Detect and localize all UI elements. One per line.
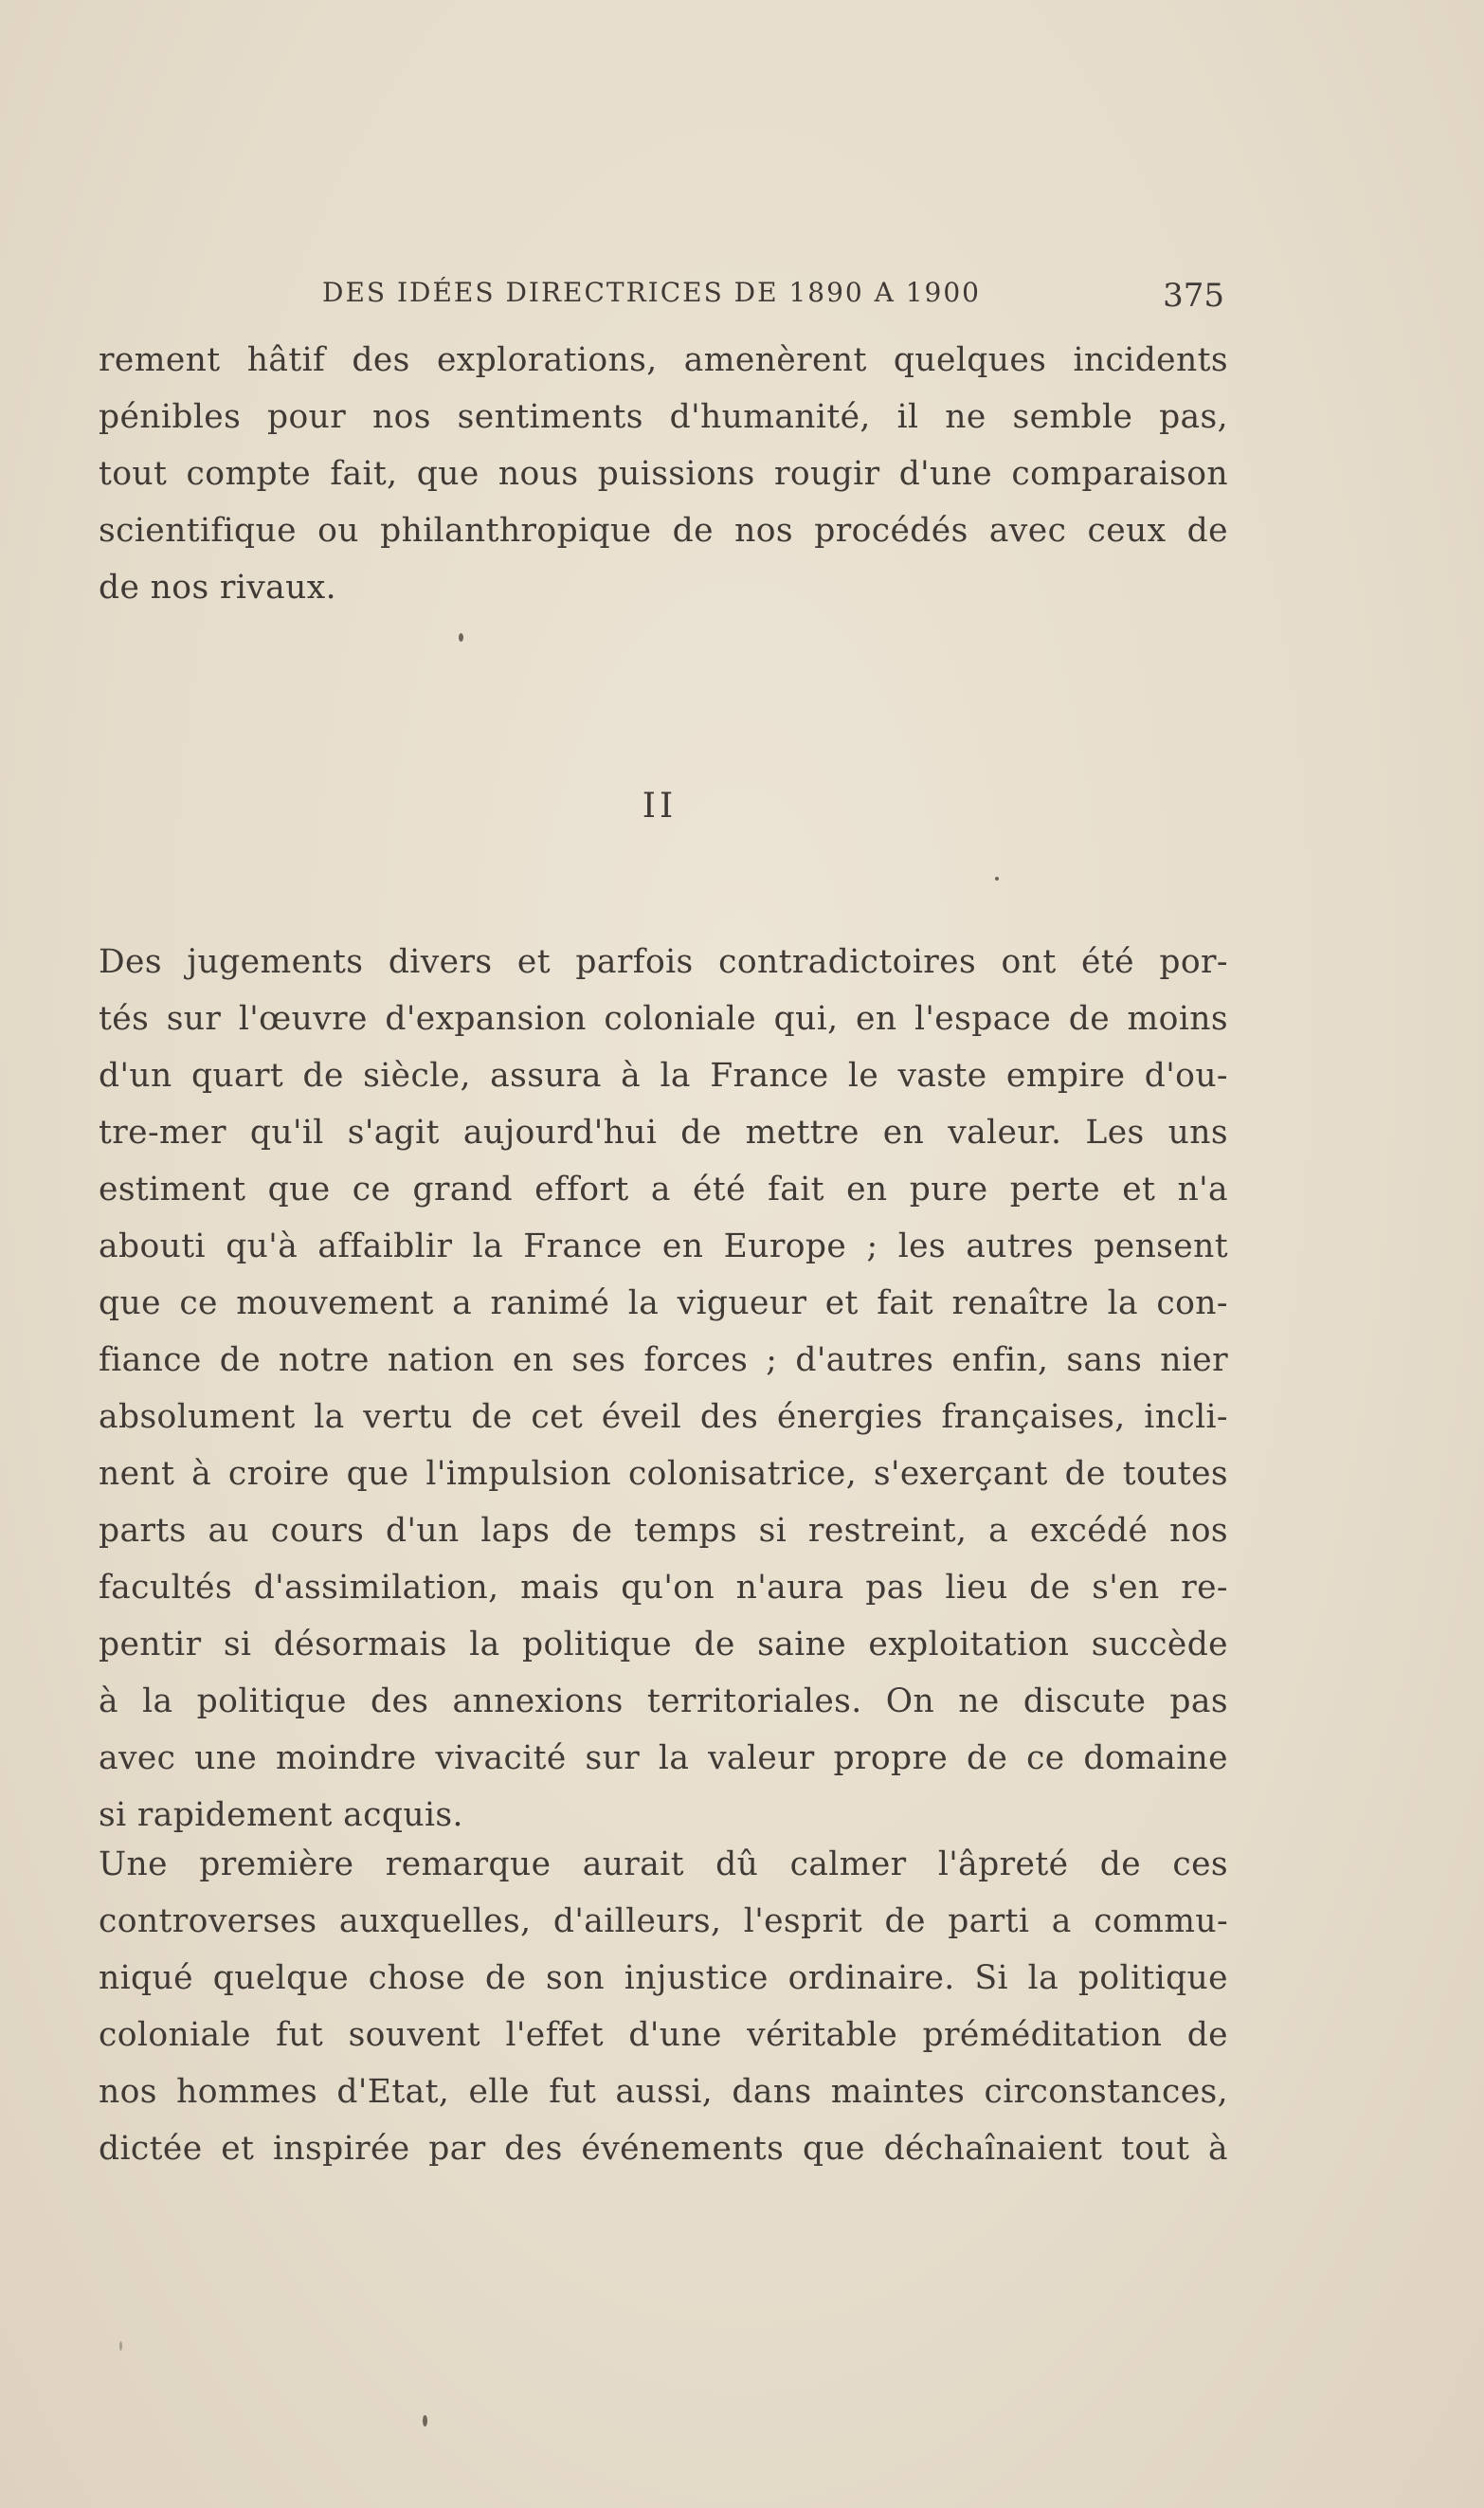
paper-speck: [995, 877, 999, 881]
page-number: 375: [1163, 277, 1224, 315]
text-line: coloniale fut souvent l'effet d'une véritable préméditation de: [99, 2016, 1228, 2054]
paragraph: [99, 934, 1228, 1844]
text-line: à la politique des annexions territoriales. On ne discute pas: [99, 1682, 1228, 1720]
text-line: scientifique ou philanthropique de nos procédés avec ceux de: [99, 512, 1228, 550]
paragraph-continued: [99, 332, 1228, 616]
text-line: si rapidement acquis.: [99, 1796, 463, 1834]
text-line: nos hommes d'Etat, elle fut aussi, dans maintes circonstances,: [99, 2073, 1228, 2111]
text-line: absolument la vertu de cet éveil des énergies françaises, incli-: [99, 1398, 1228, 1436]
text-line: niqué quelque chose de son injustice ordinaire. Si la politique: [99, 1959, 1228, 1997]
text-line: de nos rivaux.: [99, 569, 336, 607]
text-line: que ce mouvement a ranimé la vigueur et fait renaître la con-: [99, 1284, 1228, 1322]
text-line: fiance de notre nation en ses forces ; d'autres enfin, sans nier: [99, 1341, 1228, 1379]
text-line: Une première remarque aurait dû calmer l'âpreté de ces: [99, 1845, 1228, 1883]
text-line: pentir si désormais la politique de saine exploitation succède: [99, 1626, 1228, 1663]
running-title: DES IDÉES DIRECTRICES DE 1890 A 1900: [322, 277, 981, 308]
text-line: tout compte fait, que nous puissions rougir d'une comparaison: [99, 455, 1228, 493]
section-heading: II: [642, 787, 678, 826]
text-line: pénibles pour nos sentiments d'humanité, il ne semble pas,: [99, 398, 1228, 436]
paper-speck: [119, 2341, 122, 2351]
text-line: d'un quart de siècle, assura à la France le vaste empire d'ou-: [99, 1057, 1228, 1095]
text-line: nent à croire que l'impulsion colonisatrice, s'exerçant de toutes: [99, 1455, 1228, 1493]
paragraph: [99, 1836, 1228, 2177]
text-line: facultés d'assimilation, mais qu'on n'aura pas lieu de s'en re-: [99, 1569, 1228, 1607]
text-line: Des jugements divers et parfois contradictoires ont été por-: [99, 943, 1228, 981]
paper-speck: [423, 2415, 427, 2426]
text-line: controverses auxquelles, d'ailleurs, l'esprit de parti a commu-: [99, 1902, 1228, 1940]
text-line: rement hâtif des explorations, amenèrent quelques incidents: [99, 341, 1228, 379]
text-line: abouti qu'à affaiblir la France en Europe ; les autres pensent: [99, 1227, 1228, 1265]
text-line: tés sur l'œuvre d'expansion coloniale qui, en l'espace de moins: [99, 1000, 1228, 1038]
paper-speck: [459, 633, 463, 642]
text-line: parts au cours d'un laps de temps si restreint, a excédé nos: [99, 1512, 1228, 1550]
text-line: dictée et inspirée par des événements que déchaînaient tout à: [99, 2130, 1228, 2168]
text-line: tre-mer qu'il s'agit aujourd'hui de mettre en valeur. Les uns: [99, 1114, 1228, 1152]
running-head: [322, 277, 1224, 324]
text-line: estiment que ce grand effort a été fait en pure perte et n'a: [99, 1171, 1228, 1209]
text-line: avec une moindre vivacité sur la valeur propre de ce domaine: [99, 1739, 1228, 1777]
